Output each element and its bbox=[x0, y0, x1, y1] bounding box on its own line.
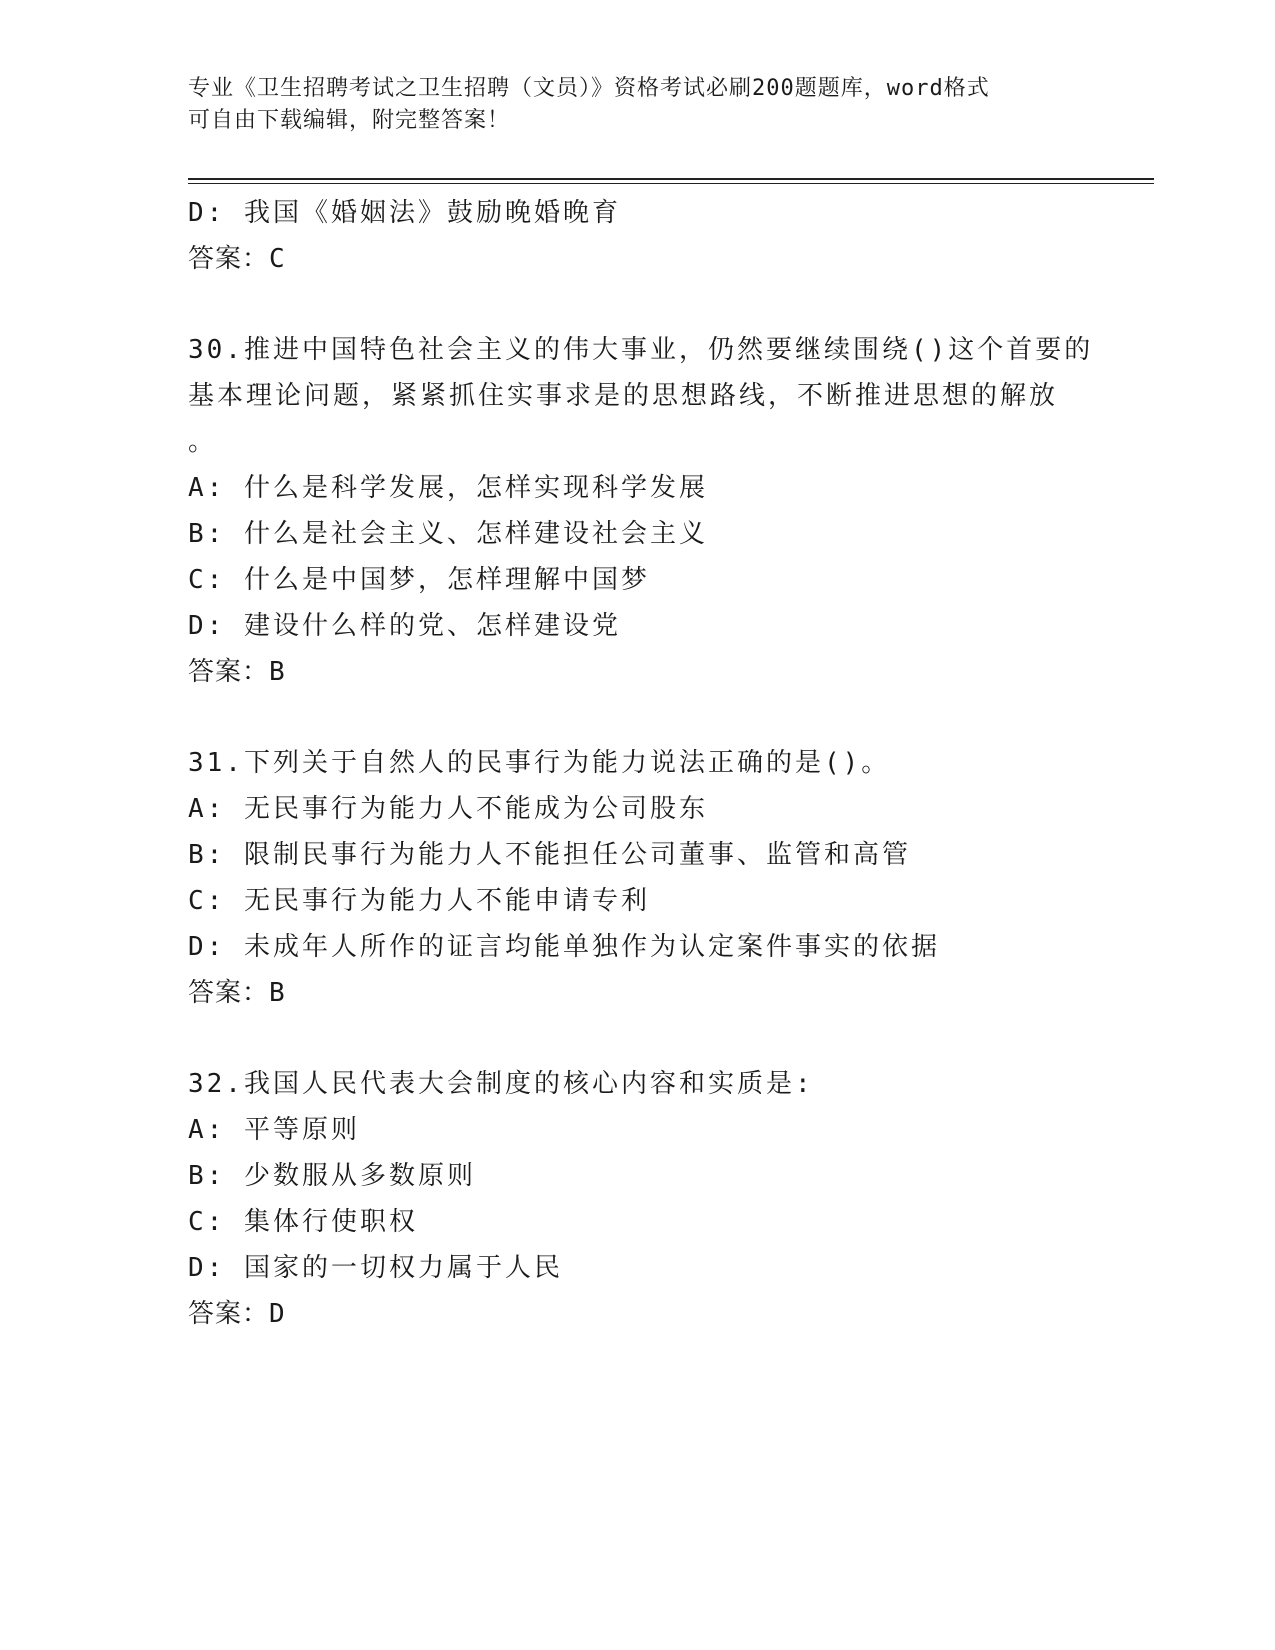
option-b: B: 什么是社会主义、怎样建设社会主义 bbox=[188, 519, 708, 549]
answer-line: 答案：C bbox=[188, 244, 286, 274]
header-title-line-1: 专业《卫生招聘考试之卫生招聘（文员）》资格考试必刷200题题库，word格式 bbox=[188, 76, 990, 101]
header-divider-thick bbox=[188, 178, 1154, 180]
option-d: D: 建设什么样的党、怎样建设党 bbox=[188, 611, 621, 641]
answer-line: 答案：B bbox=[188, 978, 286, 1008]
option-a: A: 无民事行为能力人不能成为公司股东 bbox=[188, 794, 708, 824]
option-a: A: 什么是科学发展，怎样实现科学发展 bbox=[188, 473, 708, 503]
spacer bbox=[188, 695, 1088, 740]
question-stem-line: 31.下列关于自然人的民事行为能力说法正确的是()。 bbox=[188, 748, 891, 778]
option-b: B: 少数服从多数原则 bbox=[188, 1161, 476, 1191]
option-a: A: 平等原则 bbox=[188, 1115, 360, 1145]
answer-line: 答案：B bbox=[188, 657, 286, 687]
option-b: B: 限制民事行为能力人不能担任公司董事、监管和高管 bbox=[188, 840, 911, 870]
header-title-line-2: 可自由下载编辑，附完整答案！ bbox=[188, 108, 511, 133]
spacer bbox=[188, 282, 1088, 327]
option-c: C: 集体行使职权 bbox=[188, 1207, 418, 1237]
question-31 bbox=[188, 740, 1088, 1016]
question-32 bbox=[188, 1061, 1088, 1337]
question-stem-line: 基本理论问题，紧紧抓住实事求是的思想路线，不断推进思想的解放 bbox=[188, 381, 1059, 411]
document-header bbox=[188, 73, 1088, 137]
option-c: C: 无民事行为能力人不能申请专利 bbox=[188, 886, 650, 916]
question-stem-line: 32.我国人民代表大会制度的核心内容和实质是: bbox=[188, 1069, 814, 1099]
header-divider-thin bbox=[188, 183, 1154, 184]
spacer bbox=[188, 1016, 1088, 1061]
answer-line: 答案：D bbox=[188, 1299, 286, 1329]
question-30 bbox=[188, 327, 1094, 695]
option-c: C: 什么是中国梦，怎样理解中国梦 bbox=[188, 565, 650, 595]
previous-question-tail bbox=[188, 190, 1088, 282]
question-stem-line: 30.推进中国特色社会主义的伟大事业，仍然要继续围绕()这个首要的 bbox=[188, 335, 1094, 365]
option-d: D: 我国《婚姻法》鼓励晚婚晚育 bbox=[188, 198, 621, 228]
question-stem-line: 。 bbox=[188, 427, 218, 457]
option-d: D: 未成年人所作的证言均能单独作为认定案件事实的依据 bbox=[188, 932, 940, 962]
option-d: D: 国家的一切权力属于人民 bbox=[188, 1253, 563, 1283]
document-body bbox=[188, 190, 1094, 1337]
